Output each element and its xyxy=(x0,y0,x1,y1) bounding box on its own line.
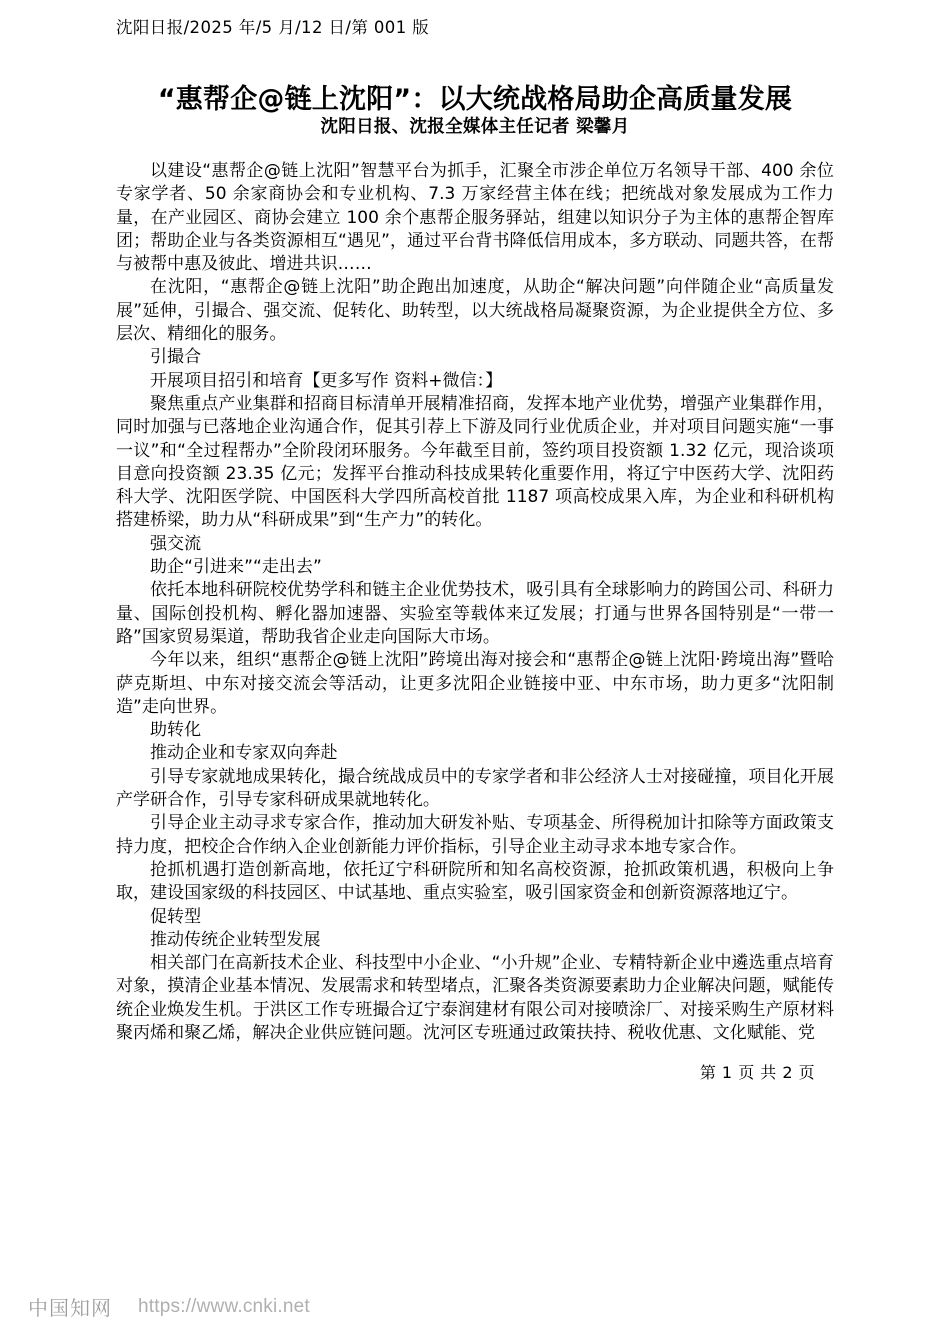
cnki-logo-text: 中国知网 xyxy=(28,1296,112,1320)
body-paragraph: 抢抓机遇打造创新高地，依托辽宁科研院所和知名高校资源，抢抓政策机遇，积极向上争取，建设国家级的科技园区、中试基地、重点实验室，吸引国家资金和创新资源落地辽宁。 xyxy=(116,859,834,904)
body-paragraph: 依托本地科研院校优势学科和链主企业优势技术，吸引具有全球影响力的跨国公司、科研力量、国际创投机构、孵化器加速器、实验室等载体来辽发展；打通与世界各国特别是“一带一路”国家贸易渠道，帮助我省企业走向国际大市场。 xyxy=(116,580,834,647)
newspaper-masthead: 沈阳日报/2025 年/5 月/12 日/第 001 版 xyxy=(116,18,430,37)
article-headline: “惠帮企@链上沈阳”：以大统战格局助企高质量发展 xyxy=(157,84,793,116)
body-paragraph: 聚焦重点产业集群和招商目标清单开展精准招商，发挥本地产业优势，增强产业集群作用，同时加强与已落地企业沟通合作，促其引荐上下游及同行业优质企业，并对项目问题实施“一事一议”和“全过程帮办”全阶段闭环服务。今年截至目前，签约项目投资额 1.32 亿元，现洽谈项目意向投资额 23.35 亿元；发挥平台推动科技成果转化重要作用，将辽宁中医药大学、沈阳药科大学、沈阳医学院、中国医科大学四所高校首批 1187 项高校成果入库，为企业和科研机构搭建桥梁，助力从“科研成果”到“生产力”的转化。 xyxy=(116,393,834,531)
body-paragraph: 在沈阳，“惠帮企@链上沈阳”助企跑出加速度，从助企“解决问题”向伴随企业“高质量发展”延伸，引撮合、强交流、促转化、助转型，以大统战格局凝聚资源，为企业提供全方位、多层次、精细化的服务。 xyxy=(116,277,834,345)
article-byline: 沈阳日报、沈报全媒体主任记者 梁馨月 xyxy=(320,117,630,137)
body-paragraph: 引导专家就地成果转化，撮合统战成员中的专家学者和非公经济人士对接碰撞，项目化开展产学研合作，引导专家科研成果就地转化。 xyxy=(116,766,834,811)
section-subheading: 引撮合 xyxy=(150,347,202,368)
body-paragraph: 以建设“惠帮企@链上沈阳”智慧平台为抓手，汇聚全市涉企单位万名领导干部、400 余位专家学者、50 余家商协会和专业机构、7.3 万家经营主体在线；把统战对象发展成为工作力量，在产业园区、商协会建立 100 余个惠帮企服务驿站，组建以知识分子为主体的惠帮企智库团；帮助企业与各类资源相互“遇见”，通过平台背书降低信用成本，多方联动、同题共答，在帮与被帮中惠及彼此、增进共识…… xyxy=(116,161,834,275)
page-footer xyxy=(0,1060,950,1083)
body-paragraph: 引导企业主动寻求专家合作，推动加大研发补贴、专项基金、所得税加计扣除等方面政策支持力度，把校企合作纳入企业创新能力评价指标，引导企业主动寻求本地专家合作。 xyxy=(116,813,834,857)
body-paragraph: 今年以来，组织“惠帮企@链上沈阳”跨境出海对接会和“惠帮企@链上沈阳·跨境出海”暨哈萨克斯坦、中东对接交流会等活动，让更多沈阳企业链接中亚、中东市场，助力更多“沈阳制造”走向世界。 xyxy=(116,650,834,717)
cnki-watermark xyxy=(28,1292,310,1321)
cnki-url-text: https://www.cnki.net xyxy=(138,1295,310,1317)
article-body xyxy=(116,160,834,1045)
page-number-label: 第 1 页 共 2 页 xyxy=(699,1063,816,1082)
section-subheading: 推动传统企业转型发展 xyxy=(150,929,321,950)
section-subheading: 推动企业和专家双向奔赴 xyxy=(150,743,338,764)
section-subheading: 开展项目招引和培育【更多写作 资料+微信：】 xyxy=(150,370,503,391)
section-subheading: 助企“引进来”“走出去” xyxy=(150,557,322,578)
section-subheading: 促转型 xyxy=(150,906,202,927)
section-subheading: 助转化 xyxy=(150,720,202,741)
section-subheading: 强交流 xyxy=(150,533,202,554)
body-paragraph: 相关部门在高新技术企业、科技型中小企业、“小升规”企业、专精特新企业中遴选重点培育对象，摸清企业基本情况、发展需求和转型堵点，汇聚各类资源要素助力企业解决问题，赋能传统企业焕发生机。于洪区工作专班撮合辽宁泰润建材有限公司对接喷涂厂、对接采购生产原材料聚丙烯和聚乙烯，解决企业供应链问题。沈河区专班通过政策扶持、税收优惠、文化赋能、党 xyxy=(116,953,834,1043)
